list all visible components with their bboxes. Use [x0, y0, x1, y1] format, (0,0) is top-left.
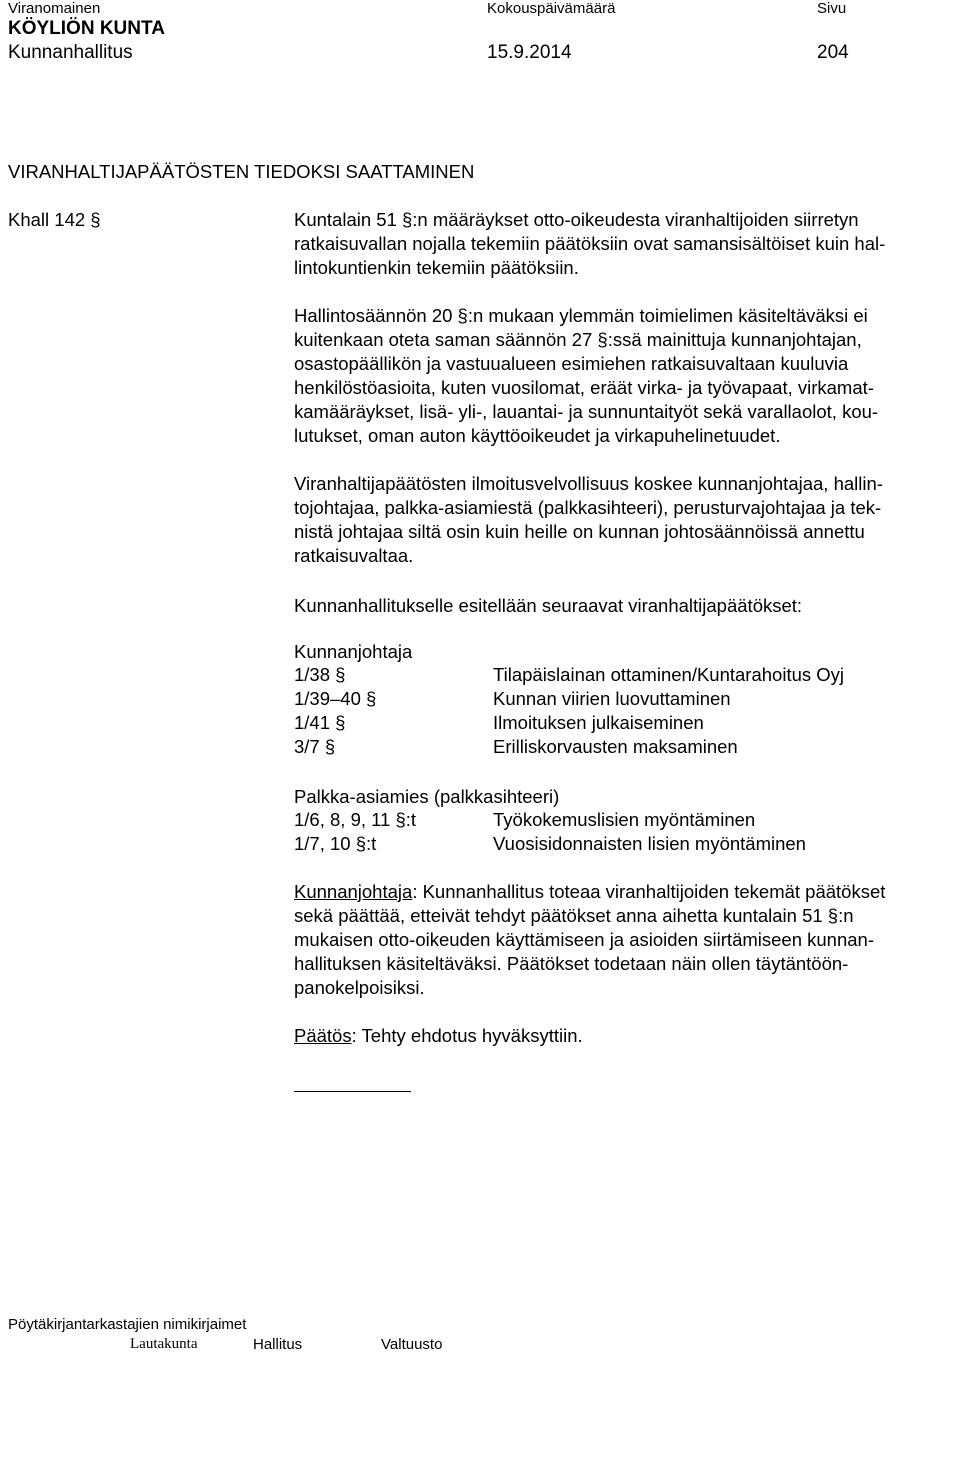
decision-text: : Tehty ehdotus hyväksyttiin.: [351, 1025, 583, 1046]
decision-number: 1/41 §: [294, 712, 346, 733]
decision-label: Päätös: [294, 1025, 352, 1046]
paragraph-1: [294, 208, 959, 280]
paragraph-line: hallituksen käsiteltäväksi. Päätökset todetaan näin ollen täytäntöön-: [294, 953, 849, 974]
footer-item-hallitus: Hallitus: [253, 1336, 303, 1353]
proposal-paragraph: [294, 880, 959, 1000]
header-municipality: KÖYLIÖN KUNTA: [8, 18, 165, 39]
document-title: VIRANHALTIJAPÄÄTÖSTEN TIEDOKSI SAATTAMINEN: [8, 161, 475, 182]
header-meeting-date-label: Kokouspäivämäärä: [487, 0, 616, 17]
paragraph-line: nistä johtajaa siltä osin kuin heille on kunnan johtosäännöissä annettu: [294, 521, 865, 542]
proposal-first-line: [294, 880, 959, 904]
paragraph-line: ratkaisuvallan nojalla tekemiin päätöksiin ovat samansisältöiset kuin hal-: [294, 233, 886, 254]
decision-number: 1/6, 8, 9, 11 §:t: [294, 809, 417, 830]
decision-description: Kunnan viirien luovuttaminen: [493, 688, 731, 709]
paragraph-2: [294, 304, 959, 448]
paragraph-line: kuitenkaan oteta saman säännön 27 §:ssä mainittuja kunnanjohtajan,: [294, 329, 862, 350]
decision-description: Ilmoituksen julkaiseminen: [493, 712, 704, 733]
footer-item-lautakunta: Lautakunta: [130, 1336, 198, 1352]
paragraph-line: mukaisen otto-oikeuden käyttämiseen ja asioiden siirtämiseen kunnan-: [294, 929, 874, 950]
paragraph-line: Hallintosäännön 20 §:n mukaan ylemmän toimielimen käsiteltäväksi ei: [294, 305, 868, 326]
paragraph-line: kamääräykset, lisä- yli-, lauantai- ja sunnuntaityöt sekä varallaolot, kou-: [294, 401, 879, 422]
group-heading: Palkka-asiamies (palkkasihteeri): [294, 786, 560, 807]
paragraph-3: [294, 472, 959, 568]
footer-item-valtuusto: Valtuusto: [381, 1336, 443, 1353]
decision-number: 3/7 §: [294, 736, 336, 757]
paragraph-line: panokelpoisiksi.: [294, 977, 425, 998]
paragraph-line: lutukset, oman auton käyttöoikeudet ja virkapuhelinetuudet.: [294, 425, 781, 446]
footer-title: Pöytäkirjantarkastajien nimikirjaimet: [8, 1316, 247, 1333]
header-date: 15.9.2014: [487, 42, 572, 63]
paragraph-line: ratkaisuvaltaa.: [294, 545, 414, 566]
decision-number: 1/7, 10 §:t: [294, 833, 377, 854]
header-page-label: Sivu: [817, 0, 847, 17]
decision-description: Vuosisidonnaisten lisien myöntäminen: [493, 833, 806, 854]
group-heading: Kunnanjohtaja: [294, 641, 413, 662]
header-authority-label: Viranomainen: [8, 0, 101, 17]
header-body: Kunnanhallitus: [8, 42, 133, 63]
decision-number: 1/39–40 §: [294, 688, 377, 709]
proposal-label: Kunnanjohtaja: [294, 881, 413, 902]
paragraph-line: lintokuntienkin tekemiin päätöksiin.: [294, 257, 579, 278]
section-reference: Khall 142 §: [8, 209, 101, 230]
decision-line: [294, 1024, 583, 1048]
paragraph-4: Kunnanhallitukselle esitellään seuraavat viranhaltijapäätökset:: [294, 595, 803, 616]
paragraph-line: osastopäällikön ja vastuualueen esimiehen ratkaisuvaltaan kuuluvia: [294, 353, 849, 374]
decision-description: Työkokemuslisien myöntäminen: [493, 809, 756, 830]
paragraph-line: Kuntalain 51 §:n määräykset otto-oikeudesta viranhaltijoiden siirretyn: [294, 209, 859, 230]
decision-description: Tilapäislainan ottaminen/Kuntarahoitus Oyj: [493, 664, 845, 685]
paragraph-line: sekä päättää, etteivät tehdyt päätökset anna aihetta kuntalain 51 §:n: [294, 905, 854, 926]
paragraph-line: henkilöstöasioita, kuten vuosilomat, eräät virka- ja työvapaat, virkamat-: [294, 377, 874, 398]
proposal-text: : Kunnanhallitus toteaa viranhaltijoiden tekemät päätökset: [412, 881, 886, 902]
header-page-number: 204: [817, 42, 849, 63]
signature-line: [294, 1091, 411, 1092]
decision-number: 1/38 §: [294, 664, 346, 685]
decision-description: Erilliskorvausten maksaminen: [493, 736, 738, 757]
paragraph-line: Viranhaltijapäätösten ilmoitusvelvollisuus koskee kunnanjohtajaa, hallin-: [294, 473, 883, 494]
paragraph-line: tojohtajaa, palkka-asiamiestä (palkkasihteeri), perusturvajohtajaa ja tek-: [294, 497, 882, 518]
